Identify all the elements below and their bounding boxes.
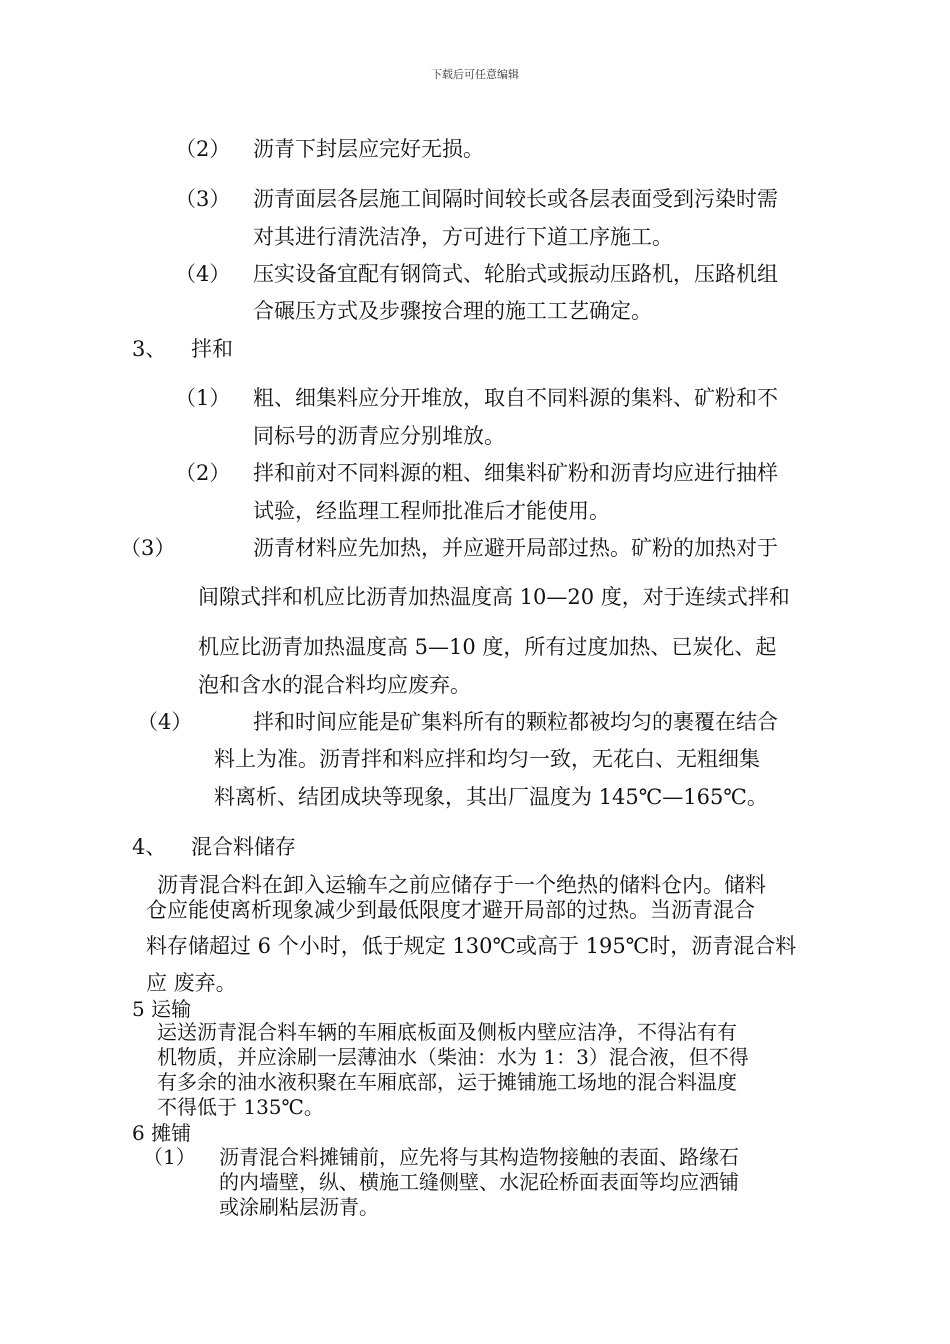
- text-line: 同标号的沥青应分别堆放。: [253, 424, 505, 448]
- item-number: （2）: [175, 461, 231, 485]
- item-number: （3）: [120, 536, 176, 560]
- text-line: 合碾压方式及步骤按合理的施工工艺确定。: [253, 299, 652, 323]
- text-line: 拌和前对不同料源的粗、细集料矿粉和沥青均应进行抽样: [253, 461, 778, 485]
- text-line: 沥青面层各层施工间隔时间较长或各层表面受到污染时需: [253, 187, 778, 211]
- text-line: 沥青混合料在卸入运输车之前应储存于一个绝热的储料仓内。储料: [157, 873, 766, 897]
- text-line: 料上为准。沥青拌和料应拌和均匀一致，无花白、无粗细集: [214, 747, 760, 771]
- text-line: 间隙式拌和机应比沥青加热温度高 10—20 度，对于连续式拌和: [198, 585, 790, 609]
- text-line: 或涂刷粘层沥青。: [219, 1195, 379, 1219]
- text-line: 沥青混合料摊铺前，应先将与其构造物接触的表面、路缘石: [219, 1145, 739, 1169]
- text-line: 沥青下封层应完好无损。: [253, 137, 484, 161]
- text-line: 拌和时间应能是矿集料所有的颗粒都被均匀的裹覆在结合: [253, 710, 778, 734]
- text-line: 运送沥青混合料车辆的车厢底板面及侧板内壁应洁净，不得沾有有: [157, 1020, 737, 1044]
- text-line: 粗、细集料应分开堆放，取自不同料源的集料、矿粉和不: [253, 386, 778, 410]
- section-title: 混合料储存: [191, 835, 296, 859]
- text-line: 压实设备宜配有钢筒式、轮胎式或振动压路机，压路机组: [253, 262, 778, 286]
- text-line: 的内墙壁，纵、横施工缝侧壁、水泥砼桥面表面等均应洒铺: [219, 1170, 739, 1194]
- section-number: 3、: [132, 337, 167, 361]
- text-line: 料离析、结团成块等现象，其出厂温度为 145℃—165℃。: [214, 785, 768, 809]
- section-title: 5 运输: [132, 997, 192, 1021]
- text-line: 试验，经监理工程师批准后才能使用。: [253, 499, 610, 523]
- text-line: 有多余的油水液积聚在车厢底部，运于摊铺施工场地的混合料温度: [157, 1070, 737, 1094]
- item-number: （3）: [175, 187, 231, 211]
- item-number: （2）: [175, 137, 231, 161]
- text-line: 泡和含水的混合料均应废弃。: [198, 673, 471, 697]
- text-line: 机应比沥青加热温度高 5—10 度，所有过度加热、已炭化、起: [198, 635, 777, 659]
- item-number: （1）: [175, 386, 231, 410]
- section-number: 4、: [132, 835, 167, 859]
- text-line: 沥青材料应先加热，并应避开局部过热。矿粉的加热对于: [253, 536, 778, 560]
- text-line: 机物质，并应涂刷一层薄油水（柴油：水为 1：3）混合液，但不得: [157, 1045, 749, 1069]
- section-title: 拌和: [191, 337, 233, 361]
- text-line: 对其进行清洗洁净，方可进行下道工序施工。: [253, 225, 673, 249]
- item-number: （4）: [137, 710, 193, 734]
- text-line: 不得低于 135℃。: [157, 1095, 324, 1119]
- text-line: 料存储超过 6 个小时，低于规定 130℃或高于 195℃时，沥青混合料: [146, 934, 797, 958]
- page-header: 下载后可任意编辑: [431, 68, 519, 81]
- section-title: 6 摊铺: [132, 1121, 192, 1145]
- text-line: 应 废弃。: [146, 971, 237, 995]
- item-number: （4）: [175, 262, 231, 286]
- item-number: （1）: [143, 1145, 196, 1169]
- text-line: 仓应能使离析现象减少到最低限度才避开局部的过热。当沥青混合: [146, 898, 755, 922]
